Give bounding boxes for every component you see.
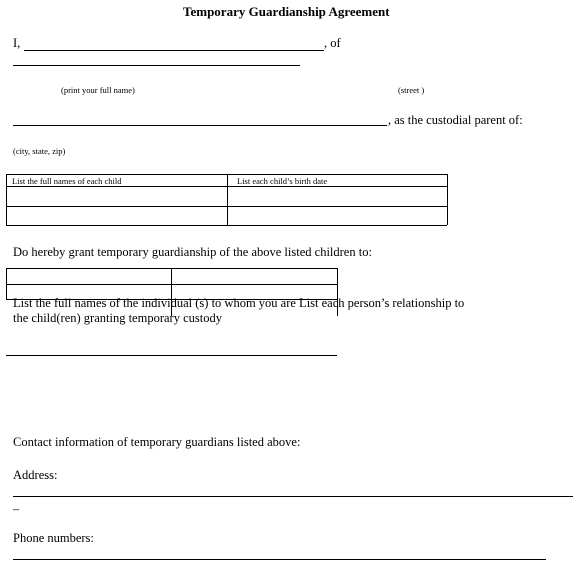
table-border-bottom: [6, 225, 447, 226]
address-field[interactable]: [13, 496, 573, 497]
child-name-cell[interactable]: [7, 187, 226, 205]
phone-label: Phone numbers:: [13, 531, 94, 545]
guardian-signature-line[interactable]: [6, 355, 337, 356]
city-state-zip-label: (city, state, zip): [13, 146, 66, 156]
child-name-cell[interactable]: [7, 207, 226, 224]
phone-field[interactable]: [13, 559, 546, 560]
intro-of-text: , of: [324, 36, 341, 50]
child-birthdate-header: List each child’s birth date: [237, 176, 328, 186]
child-names-header: List the full names of each child: [12, 176, 122, 186]
address-label: Address:: [13, 468, 58, 482]
grant-text: Do hereby grant temporary guardianship of the above listed children to:: [13, 245, 372, 259]
guardian-name-cell[interactable]: [7, 269, 170, 283]
print-name-label: (print your full name): [61, 85, 135, 95]
street-label: (street ): [398, 85, 425, 95]
guardian-instructions-line1: List the full names of the individual (s) to whom you are List each person’s relationship to: [13, 296, 465, 310]
page-title: Temporary Guardianship Agreement: [183, 4, 390, 19]
table-border-right: [447, 174, 448, 225]
guardian-relationship-cell[interactable]: [172, 269, 336, 283]
custodial-parent-text: , as the custodial parent of:: [388, 113, 523, 127]
address-dash: –: [13, 502, 20, 516]
intro-prefix: I,: [13, 36, 21, 50]
city-state-zip-field[interactable]: [13, 125, 387, 126]
child-birthdate-cell[interactable]: [228, 187, 446, 205]
guardian-instructions-line2: the child(ren) granting temporary custody: [13, 311, 222, 325]
child-birthdate-cell[interactable]: [228, 207, 446, 224]
address-continuation-field[interactable]: [13, 65, 300, 66]
contact-heading: Contact information of temporary guardians listed above:: [13, 435, 301, 449]
full-name-field[interactable]: [24, 50, 324, 51]
